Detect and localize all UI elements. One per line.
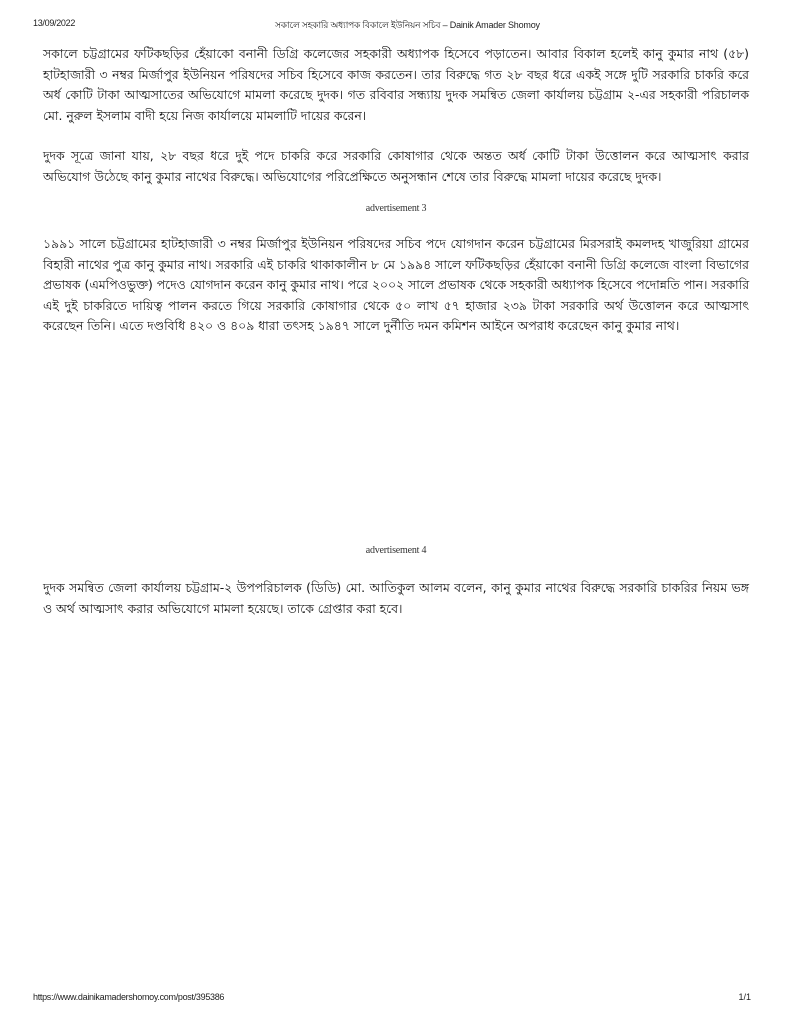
article-paragraph-2: দুদক সূত্রে জানা যায়, ২৮ বছর ধরে দুই পদে চাকরি করে সরকারি কোষাগার থেকে অন্তত অর্ধ কোটি টাকা উত্তোলন করে আত্মসাৎ করার অভিযোগ উঠেছে কানু কুমার নাথের বিরুদ্ধে। অভিযোগের পরিপ্রেক্ষিতে অনুসন্ধান শেষে তার বিরুদ্ধে মামলা দায়ের করেছে দুদক। [43,148,749,184]
article-paragraph-4: দুদক সমন্বিত জেলা কার্যালয় চট্টগ্রাম-২ উপপরিচালক (ডিডি) মো. আতিকুল আলম বলেন, কানু কুমার নাথের বিরুদ্ধে সরকারি চাকরির নিয়ম ভঙ্গ ও অর্থ আত্মসাৎ করার অভিযোগে মামলা হয়েছে। তাকে গ্রেপ্তার করা হবে। [43,580,749,616]
article-paragraph-3: ১৯৯১ সালে চট্টগ্রামের হাটহাজারী ৩ নম্বর মির্জাপুর ইউনিয়ন পরিষদের সচিব পদে যোগদান করেন চট্টগ্রামের মিরসরাই কমলদহ খাজুরিয়া গ্রামের বিহারী নাথের পুত্র কানু কুমার নাথ। সরকারি এই চাকরি থাকাকালীন ৮ মে ১৯৯৪ সালে ফটিকছড়ির হেঁয়াকো বনানী ডিগ্রি কলেজে বাংলা বিভাগের প্রভাষক (এমপিওভুক্ত) পদেও যোগদান করেন কানু কুমার নাথ। পরে ২০০২ সালে প্রভাষক থেকে সহকারী অধ্যাপক হিসেবে পদোন্নতি পান। সরকারি এই দুই চাকরিতে দায়িত্ব পালন করতে গিয়ে সরকারি কোষাগার থেকে ৫০ লাখ ৫৭ হাজার ২৩৯ টাকা সরকারি অর্থ উত্তোলন করে আত্মসাৎ করেছেন তিনি। এতে দণ্ডবিধি ৪২০ ও ৪০৯ ধারা তৎসহ ১৯৪৭ সালে দুর্নীতি দমন কমিশন আইনে অপরাধ করেছেন কানু কুমার নাথ। [43,236,750,334]
article-paragraph-1: সকালে চট্টগ্রামের ফটিকছড়ির হেঁয়াকো বনানী ডিগ্রি কলেজের সহকারী অধ্যাপক হিসেবে পড়াতেন। আবার বিকাল হলেই কানু কুমার নাথ (৫৮) হাটহাজারী ৩ নম্বর মির্জাপুর ইউনিয়ন পরিষদের সচিব হিসেবে কাজ করতেন। তার বিরুদ্ধে গত ২৮ বছর ধরে একই সঙ্গে দুটি সরকারি চাকরি করে অর্ধ কোটি টাকা আত্মসাতের অভিযোগে মামলা করেছে দুদক। গত রবিবার সন্ধ্যায় দুদক সমন্বিত জেলা কার্যালয় চট্টগ্রাম ২-এর সহকারী পরিচালক মো. নুরুল ইসলাম বাদী হয়ে নিজ কার্যালয়ে মামলাটি দায়ের করেন। [43,46,749,123]
page-title: সকালে সহকারি অধ্যাপক বিকালে ইউনিয়ন সচিব – Dainik Amader Shomoy [275,20,540,30]
print-footer [0,992,791,1006]
print-header [0,18,791,32]
page-url[interactable]: https://www.dainikamadershomoy.com/post/395386 [33,992,225,1002]
print-date: 13/09/2022 [33,18,76,28]
advertisement-label-3: advertisement 3 [365,203,427,214]
page-number: 1/1 [738,992,751,1002]
advertisement-label-4: advertisement 4 [365,545,427,556]
